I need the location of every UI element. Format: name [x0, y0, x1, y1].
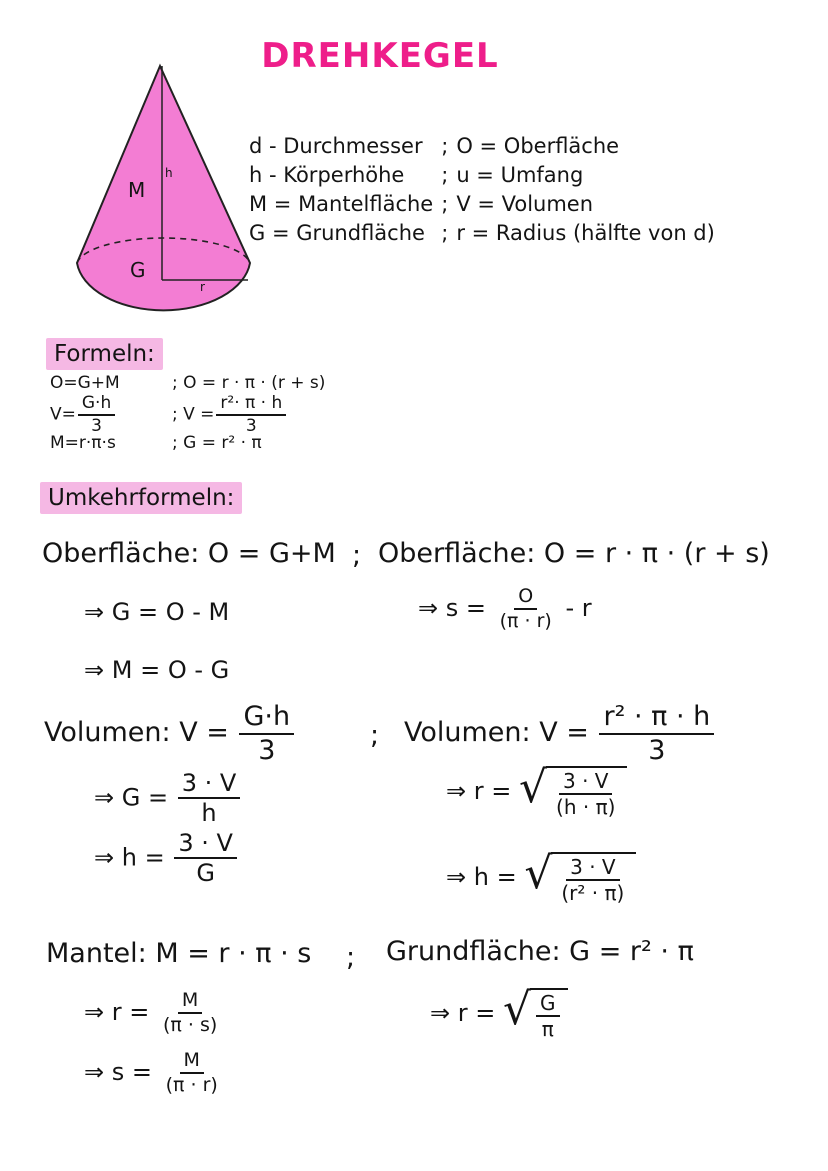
separator: ; — [352, 540, 362, 571]
denominator: 3 — [258, 734, 276, 766]
s2-prefix: ⇒ s = — [84, 1057, 152, 1086]
s-suffix: - r — [565, 593, 592, 622]
fraction — [536, 992, 560, 1040]
legend-right: r = Radius (hälfte von d) — [456, 221, 715, 245]
cone-diagram — [70, 60, 260, 325]
legend-right: u = Umfang — [456, 163, 584, 187]
fraction — [162, 1050, 222, 1096]
formula-g-right: ; G = r² · π — [172, 433, 262, 453]
m-from-o: ⇒ M = O - G — [84, 656, 230, 684]
fraction — [159, 990, 221, 1036]
mantel-formula: Mantel: M = r · π · s — [46, 938, 312, 969]
formula-v-left — [50, 394, 117, 435]
denominator: G — [196, 859, 215, 888]
fraction — [174, 830, 237, 887]
denominator: (r² · π) — [561, 881, 625, 905]
formeln-heading-box — [46, 338, 163, 370]
denominator: π — [541, 1017, 554, 1041]
cone-label-m: M — [128, 178, 146, 202]
fraction — [239, 702, 294, 765]
h-prefix: ⇒ h = — [94, 843, 165, 872]
cone-body — [77, 66, 250, 310]
formula-v-left-prefix: V= — [50, 404, 76, 425]
formula-v-right — [172, 394, 288, 435]
vol-left-prefix: Volumen: V = — [44, 717, 229, 749]
separator: ; — [346, 942, 356, 973]
denominator: h — [201, 799, 217, 828]
r3-prefix: ⇒ r = — [430, 999, 496, 1027]
numerator: 3 · V — [178, 770, 241, 799]
numerator: M — [180, 1050, 204, 1074]
fraction — [552, 770, 619, 818]
ober-left: Oberfläche: O = G+M — [42, 538, 336, 569]
sqrt-sign: √ — [524, 848, 553, 899]
numerator: G·h — [78, 394, 115, 416]
sqrt-sign: √ — [518, 762, 548, 813]
denominator: (π · r) — [499, 609, 552, 632]
numerator: M — [178, 990, 202, 1014]
fraction — [599, 702, 714, 765]
r2-prefix: ⇒ r = — [84, 997, 150, 1026]
legend-table — [245, 132, 719, 248]
r-from-v — [446, 762, 627, 819]
numerator: G·h — [239, 702, 294, 735]
formula-o-right: ; O = r · π · (r + s) — [172, 373, 326, 393]
denominator: 3 — [91, 415, 102, 436]
fraction — [178, 770, 241, 827]
formula-o-left: O=G+M — [50, 373, 120, 393]
h-from-v — [94, 830, 239, 887]
page-title: DREHKEGEL — [261, 36, 499, 76]
vol-right — [404, 702, 716, 765]
legend-left: h - Körperhöhe — [249, 163, 405, 187]
separator: ; — [370, 720, 380, 751]
s-from-m — [84, 1050, 224, 1096]
radicand — [546, 766, 627, 818]
g-from-o: ⇒ G = O - M — [84, 598, 230, 626]
cone-label-g: G — [130, 258, 146, 282]
numerator: r²· π · h — [216, 394, 286, 416]
numerator: 3 · V — [559, 770, 612, 795]
sqrt — [518, 762, 627, 819]
g2-prefix: ⇒ G = — [94, 783, 169, 812]
legend-sep: ; — [441, 192, 449, 216]
legend-row — [245, 190, 719, 219]
fraction — [78, 394, 115, 435]
legend-sep: ; — [441, 134, 449, 158]
numerator: G — [536, 992, 560, 1017]
legend-left: d - Durchmesser — [249, 134, 423, 158]
formula-v-right-prefix: ; V = — [172, 404, 215, 425]
cone-label-r: r — [200, 280, 205, 294]
denominator: (h · π) — [556, 795, 616, 819]
sqrt-sign: √ — [502, 984, 532, 1035]
radicand — [530, 988, 568, 1040]
numerator: r² · π · h — [599, 702, 714, 735]
formula-m-left: M=r·π·s — [50, 433, 116, 453]
h-from-v-right — [446, 848, 636, 905]
denominator: 3 — [648, 734, 666, 766]
legend-left: G = Grundfläche — [249, 221, 425, 245]
s-from-o — [418, 586, 592, 632]
legend-row — [245, 161, 719, 190]
denominator: 3 — [245, 415, 257, 436]
formeln-heading: Formeln: — [46, 338, 163, 370]
legend-right: O = Oberfläche — [456, 134, 620, 158]
h2-prefix: ⇒ h = — [446, 863, 517, 891]
legend-row — [245, 219, 719, 248]
radicand — [551, 852, 636, 904]
g-from-v — [94, 770, 242, 827]
fraction — [557, 856, 628, 904]
legend-right: V = Volumen — [456, 192, 594, 216]
denominator: (π · r) — [165, 1073, 218, 1096]
r-prefix: ⇒ r = — [446, 777, 512, 805]
sqrt — [502, 984, 568, 1041]
umkehr-heading: Umkehrformeln: — [40, 482, 242, 514]
legend-sep: ; — [441, 163, 449, 187]
legend-left: M = Mantelfläche — [249, 192, 434, 216]
numerator: 3 · V — [566, 856, 619, 881]
r-from-g — [430, 984, 568, 1041]
umkehr-heading-box — [40, 482, 242, 514]
legend-row — [245, 132, 719, 161]
s-prefix: ⇒ s = — [418, 593, 486, 622]
vol-right-prefix: Volumen: V = — [404, 717, 589, 749]
numerator: 3 · V — [174, 830, 237, 859]
fraction — [216, 394, 286, 435]
vol-left — [44, 702, 296, 765]
cone-label-h: h — [165, 166, 173, 180]
legend-sep: ; — [441, 221, 449, 245]
grund-formula: Grundfläche: G = r² · π — [386, 936, 694, 967]
numerator: O — [514, 586, 537, 610]
sqrt — [524, 848, 636, 905]
denominator: (π · s) — [162, 1013, 218, 1036]
fraction — [496, 586, 556, 632]
r-from-m — [84, 990, 223, 1036]
ober-right: Oberfläche: O = r · π · (r + s) — [378, 538, 770, 569]
